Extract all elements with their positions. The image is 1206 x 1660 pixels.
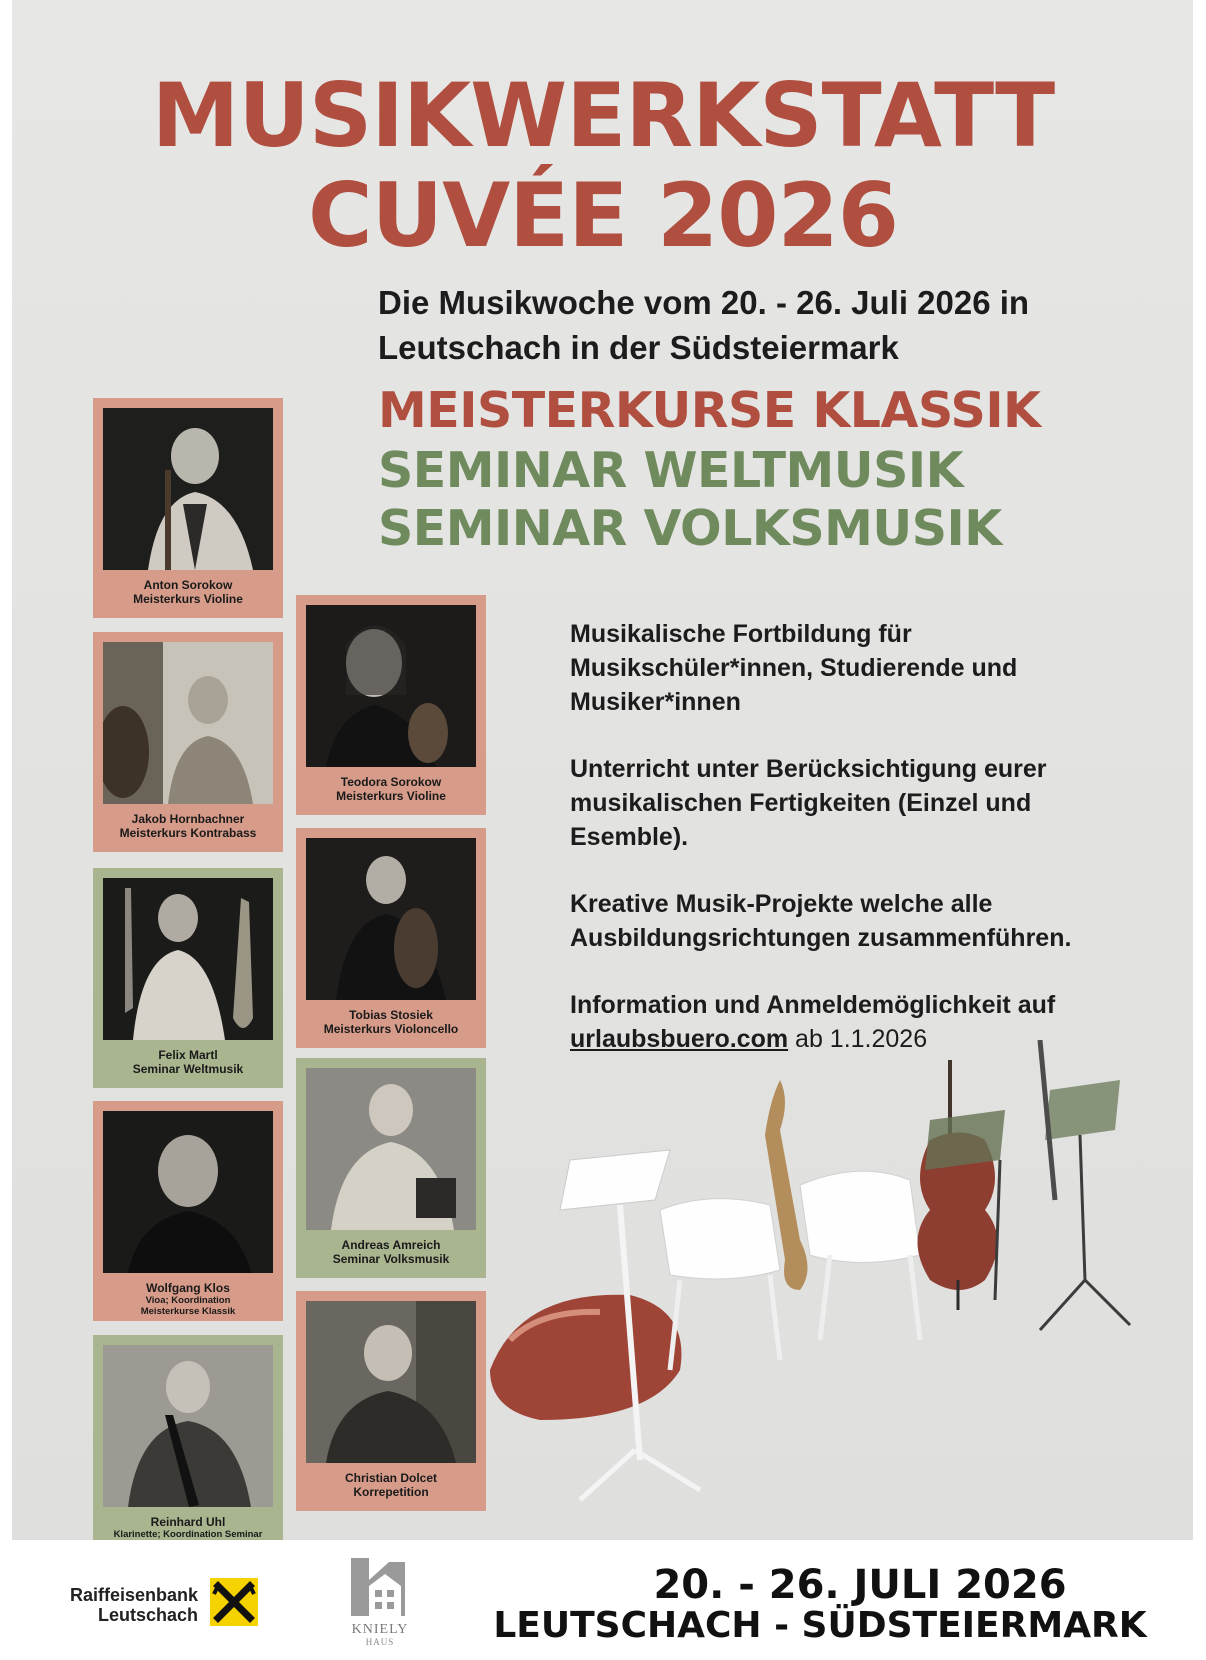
subtitle [378,280,1078,370]
teacher-name: Andreas Amreich [341,1238,441,1252]
teacher-photo [306,1301,476,1463]
teacher-caption [306,1463,476,1499]
teacher-name: Christian Dolcet [344,1471,437,1485]
kniely-haus-logo-icon [345,1556,415,1618]
title-line-1: MUSIKWERKSTATT [151,64,1055,167]
info-paragraph-2: Unterricht unter Berücksichtigung eurer musikalischen Fertigkeiten (Einzel und Esemble). [570,755,1047,851]
teacher-role: Meisterkurs Kontrabass [119,826,257,840]
info-registration-text: Information und Anmeldemöglichkeit auf [570,991,1056,1019]
teacher-name: Anton Sorokow [143,578,233,592]
teacher-caption [306,1000,476,1036]
info-paragraph-3: Kreative Musik-Projekte welche alle Ausbildungsrichtungen zusammenführen. [570,890,1072,952]
teacher-role: Meisterkurs Violoncello [323,1022,459,1036]
teacher-name: Tobias Stosiek [349,1008,433,1022]
raiffeisenbank-text [70,1585,198,1625]
teacher-card-tobias-stosiek [296,828,486,1048]
teacher-caption [103,804,273,840]
teacher-photo [103,878,273,1040]
teacher-photo [306,605,476,767]
teacher-name: Wolfgang Klos [146,1281,230,1295]
teacher-role: Seminar Volksmusik [332,1252,450,1266]
kniely-haus-logo [345,1556,415,1646]
teacher-card-andreas-amreich [296,1058,486,1278]
footer-date: 20. - 26. JULI 2026 [653,1562,1067,1608]
teacher-card-christian-dolcet [296,1291,486,1511]
teacher-caption [103,1273,273,1317]
teacher-name: Reinhard Uhl [150,1515,226,1529]
course-meisterkurse-klassik: MEISTERKURSE KLASSIK [378,382,1041,439]
teacher-role: Meisterkurs Violine [336,789,446,803]
teacher-role: Meisterkurs Violine [133,592,243,606]
instruments-illustration [480,1040,1200,1540]
teacher-role: Korrepetition [353,1485,429,1499]
teacher-name: Teodora Sorokow [340,775,442,789]
teacher-photo [306,838,476,1000]
info-paragraph-1: Musikalische Fortbildung für Musikschüler*innen, Studierende und Musiker*innen [570,620,1018,716]
bank-location: Leutschach [98,1605,199,1625]
footer-place: LEUTSCHACH - SÜDSTEIERMARK [493,1605,1147,1646]
bank-name: Raiffeisenbank [70,1585,199,1605]
teacher-photo [103,1111,273,1273]
info-text [570,617,1090,1089]
teacher-role: Vioa; Koordination [145,1295,231,1306]
subtitle-line-2: Leutschach in der Südsteiermark [378,329,899,366]
kniely-name: KNIELY [351,1622,409,1637]
website-link[interactable]: urlaubsbuero.com [570,1025,789,1053]
teacher-photo [103,642,273,804]
teacher-card-reinhard-uhl [93,1335,283,1555]
teacher-card-wolfgang-klos [93,1101,283,1321]
subtitle-line-1: Die Musikwoche vom 20. - 26. Juli 2026 in [378,284,1030,321]
teacher-photo [103,1345,273,1507]
teacher-caption [306,1230,476,1266]
course-seminar-volksmusik: SEMINAR VOLKSMUSIK [378,500,1002,557]
raiffeisen-logo-icon [210,1578,258,1626]
teacher-photo [103,408,273,570]
teacher-role-2: Meisterkurse Klassik [140,1306,236,1317]
teacher-caption [306,767,476,803]
course-seminar-weltmusik: SEMINAR WELTMUSIK [378,442,964,499]
teacher-card-jakob-hornbachner [93,632,283,852]
kniely-sub: HAUS [365,1637,395,1647]
teacher-photo [306,1068,476,1230]
title-line-2: CUVÉE 2026 [308,164,898,267]
teacher-caption [103,570,273,606]
teacher-card-anton-sorokow [93,398,283,618]
teacher-name: Felix Martl [158,1048,218,1062]
teacher-name: Jakob Hornbachner [131,812,245,826]
teacher-role: Klarinette; Koordination Seminar [113,1529,263,1540]
teacher-caption [103,1040,273,1076]
teacher-role: Seminar Weltmusik [132,1062,244,1076]
info-registration-date: ab 1.1.2026 [795,1025,928,1053]
teacher-card-teodora-sorokow [296,595,486,815]
teacher-card-felix-martl [93,868,283,1088]
